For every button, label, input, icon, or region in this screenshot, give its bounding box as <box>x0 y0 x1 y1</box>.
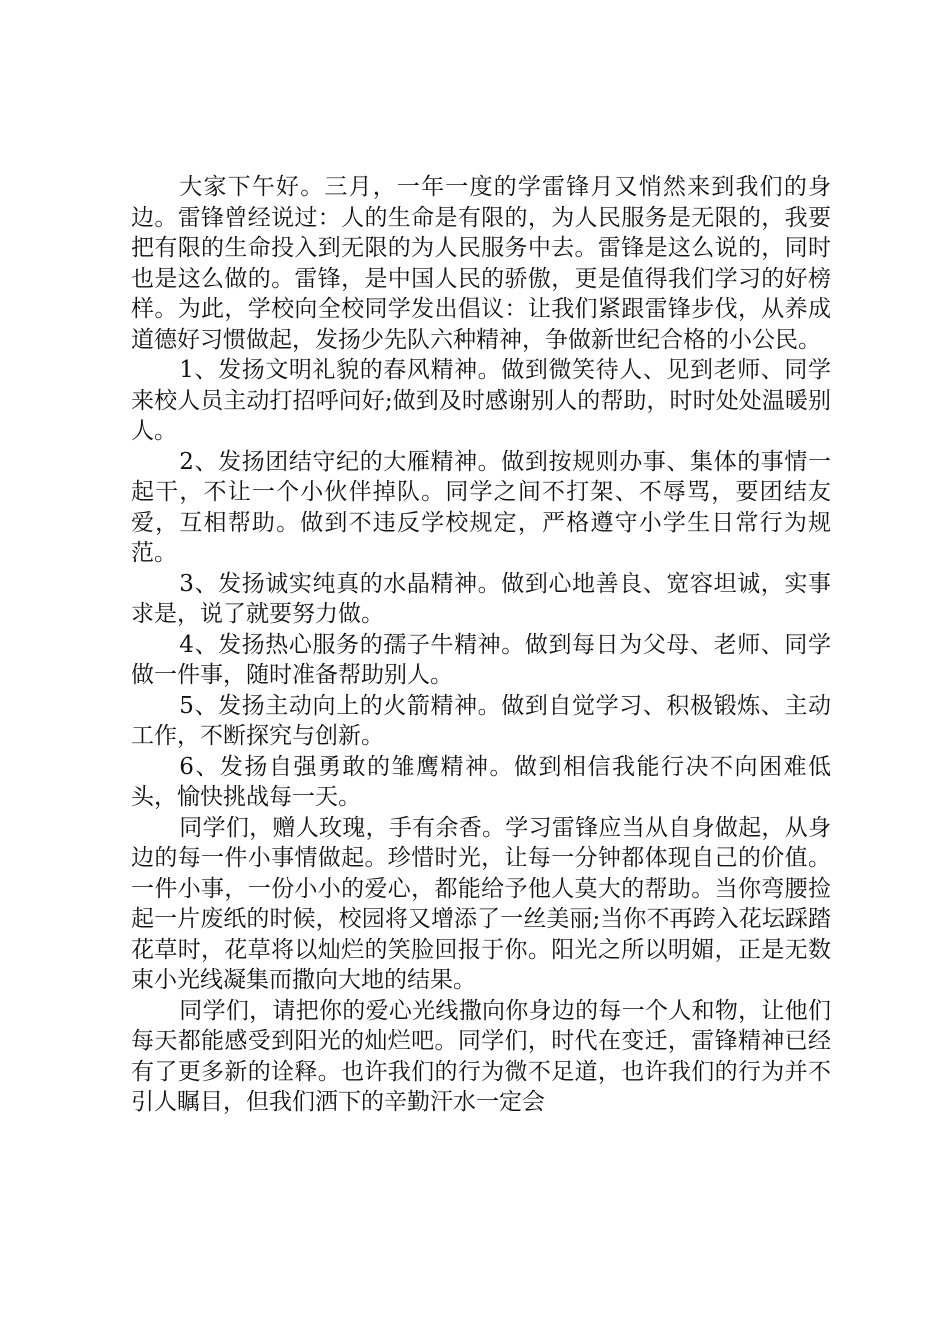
paragraph-item-4: 4、发扬热心服务的孺子牛精神。做到每日为父母、老师、同学做一件事，随时准备帮助别人。 <box>131 631 831 688</box>
paragraph-closing-2: 同学们，请把你的爱心光线撒向你身边的每一个人和物，让他们每天都能感受到阳光的灿烂吧。同学们，时代在变迁，雷锋精神已经有了更多新的诠释。也许我们的行为微不足道，也许我们的行为并不引人瞩目，但我们洒下的辛勤汗水一定会 <box>131 997 831 1115</box>
paragraph-intro: 大家下午好。三月，一年一度的学雷锋月又悄然来到我们的身边。雷锋曾经说过：人的生命是有限的，为人民服务是无限的，我要把有限的生命投入到无限的为人民服务中去。雷锋是这么说的，同时也是这么做的。雷锋，是中国人民的骄傲，更是值得我们学习的好榜样。为此，学校向全校同学发出倡议：让我们紧跟雷锋步伐，从养成道德好习惯做起，发扬少先队六种精神，争做新世纪合格的小公民。 <box>131 174 831 353</box>
paragraph-item-6: 6、发扬自强勇敢的雏鹰精神。做到相信我能行决不向困难低头，愉快挑战每一天。 <box>131 753 831 810</box>
paragraph-item-3: 3、发扬诚实纯真的水晶精神。做到心地善良、宽容坦诚，实事求是，说了就要努力做。 <box>131 570 831 627</box>
document-body <box>131 172 831 1118</box>
paragraph-closing-1: 同学们，赠人玫瑰，手有余香。学习雷锋应当从自身做起，从身边的每一件小事情做起。珍惜时光，让每一分钟都体现自己的价值。一件小事，一份小小的爱心，都能给予他人莫大的帮助。当你弯腰捡起一片废纸的时候，校园将又增添了一丝美丽;当你不再跨入花坛踩踏花草时，花草将以灿烂的笑脸回报于你。阳光之所以明媚，正是无数束小光线凝集而撒向大地的结果。 <box>131 814 831 993</box>
paragraph-item-5: 5、发扬主动向上的火箭精神。做到自觉学习、积极锻炼、主动工作，不断探究与创新。 <box>131 692 831 749</box>
paragraph-item-2: 2、发扬团结守纪的大雁精神。做到按规则办事、集体的事情一起干，不让一个小伙伴掉队。同学之间不打架、不辱骂，要团结友爱，互相帮助。做到不违反学校规定，严格遵守小学生日常行为规范。 <box>131 448 831 566</box>
paragraph-item-1: 1、发扬文明礼貌的春风精神。做到微笑待人、见到老师、同学来校人员主动打招呼问好;做到及时感谢别人的帮助，时时处处温暖别人。 <box>131 357 831 444</box>
